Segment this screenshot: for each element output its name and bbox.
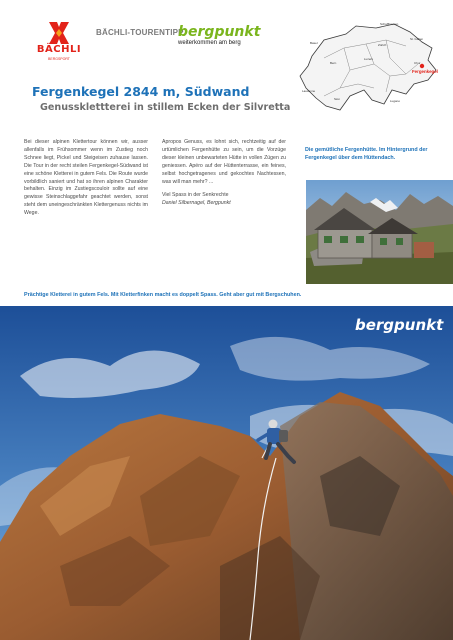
switzerland-map [294,18,444,116]
article-title: Fergenkegel 2844 m, Südwand [32,84,250,99]
author: Daniel Silbernagel, Bergpunkt [162,200,231,207]
map-city-label: Lausanne [302,89,316,93]
map-marker-label: Fergenkegel [412,69,438,74]
article-column-1: Bei dieser alpinen Klettertour können wir, ausser allenfalls im Frühsommer wenn im Zustieg noch Schnee liegt, Pickel und Steigeisen zuhause lassen. Die Tour in der recht steilen Fergenkegel-Südwand ist eine schöne Kletterei in gutem Fels. Die Route wurde vorbildlich saniert und hat so ihren alpinen Charakter behalten. Einzig im Zustiegscouloir sollte auf eine gewisse Steinschlaggefahr geachtet werden, sonst steht dem uneingeschränkten Klettergenuss nichts im Wege. [24,139,148,217]
map-location-marker-icon [420,64,424,68]
map-city-label: Schaffhausen [380,22,399,26]
hut-photo [306,180,453,284]
bergpunkt-logo [178,25,260,46]
article-column-2 [162,139,286,208]
article-column-2-text: Apropos Genuss, es lohnt sich, rechtzeitig auf der urtümlichen Fergenhütte zu sein, um die Vorzüge dieser kleinen unbewarteten Hütte in vollen Zügen zu geniessen. Apéro auf der Hüttenterrasse, ein feines, selbst hochgetragenes und gekochtes Nachtessen, was will man mehr? ... [162,139,286,185]
sign-off: Viel Spass in der Senkrechte [162,192,229,199]
bachli-wordmark: BÄCHLI [36,44,82,55]
hut-caption: Die gemütliche Fergenhütte. Im Hintergrund der Fergenkegel über dem Hüttendach. [305,147,428,161]
bachli-logo [34,20,84,64]
map-city-label: Chur [414,61,421,65]
photo-caption: Prächtige Kletterei in gutem Fels. Mit Kletterfinken macht es doppelt Spass. Geht aber gut mit Bergschuhen. [24,292,302,298]
bergpunkt-watermark: bergpunkt [355,316,444,334]
bergpunkt-wordmark: bergpunkt [178,24,261,40]
bachli-subline: BERGSPORT [48,57,70,61]
map-city-label: Zürich [378,43,387,47]
bergpunkt-slogan: weiterkommen am berg [178,40,241,46]
bachli-x-icon [46,20,72,46]
map-city-label: Lugano [390,99,401,103]
article-subtitle: Genussklettterei in stillem Ecken der Silvretta [40,102,291,113]
climbing-photo [0,306,453,640]
map-city-label: Bern [330,61,337,65]
tourentipp-label: BÄCHLI-TOURENTIPP [96,28,184,37]
map-city-label: St. Gallen [410,37,424,41]
map-city-label: Basel [310,41,318,45]
map-city-label: Luzern [364,57,374,61]
map-city-label: Sion [334,97,341,101]
